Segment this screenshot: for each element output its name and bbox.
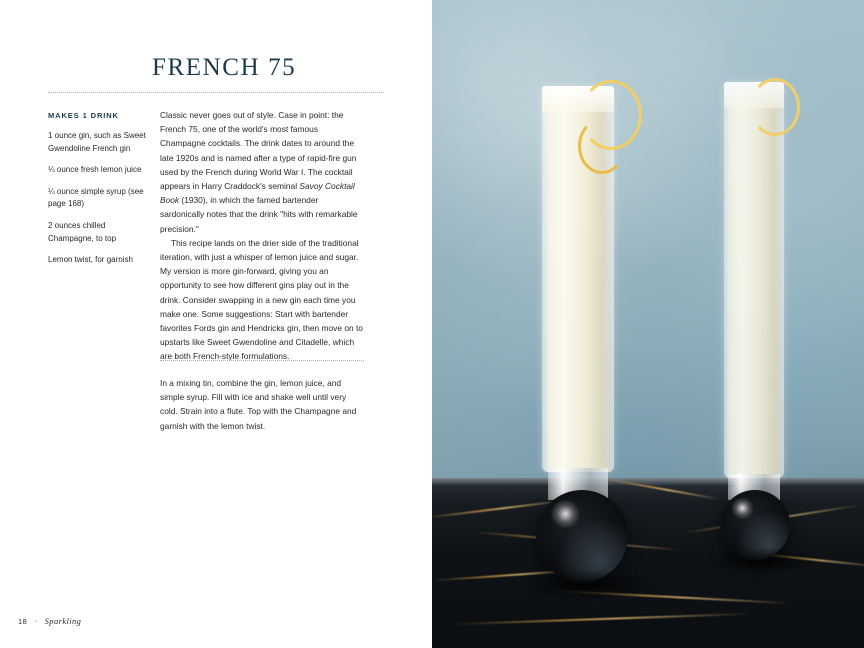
- list-item: ¼ ounce fresh lemon juice: [48, 165, 142, 175]
- method-paragraph: In a mixing tin, combine the gin, lemon juice, and simple syrup. Fill with ice and shake well until very cold. Strain into a flute. Top with the Champagne and garnish with the lemon twist.: [160, 378, 357, 431]
- ingredient-list: [48, 130, 146, 276]
- list-item: 2 ounces chilled Champagne, to top: [48, 220, 117, 243]
- glass-shadow: [704, 548, 824, 574]
- headnote-paragraph-2: This recipe lands on the drier side of the traditional iteration, with just a whisper of lemon juice and sugar. My version is more gin-forward, giving you an opportunity to see how different gins play out in the drink. Consider swapping in a new gin each time you make one. Some suggestions: Start with bartender favorites Fords gin and Hendricks gin, then move on to upstarts like Sweet Gwendoline and Citadelle, which are both French-style formulations.: [160, 237, 363, 362]
- lemon-twist-garnish: [750, 78, 800, 136]
- method-text: [160, 376, 364, 433]
- lemon-twist-garnish-lower: [578, 118, 626, 174]
- headnote-paragraph-1: Classic never goes out of style. Case in point: the French 75, one of the world's most famous Champagne cocktails. The drink dates to around the late 1920s and is named after a type of rapid-fire gun used by the French during World War I. The cocktail appears in Harry Craddock's seminal Savoy Cocktail Book (1930), in which the famed bartender sardonically notes that the drink "hits with remarkable precision.": [160, 110, 358, 234]
- list-item: Lemon twist, for garnish: [48, 255, 133, 265]
- bullet-icon: ◦: [34, 619, 38, 625]
- marble-vein: [452, 613, 752, 625]
- folio: [18, 616, 81, 626]
- flute-sphere-base: [536, 490, 628, 582]
- list-item: 1 ounce gin, such as Sweet Gwendoline French gin: [48, 131, 146, 153]
- dotted-divider-top: [48, 92, 384, 94]
- dotted-divider-method: [160, 360, 364, 362]
- headnote-text: [160, 108, 364, 364]
- glass-shadow: [514, 570, 664, 600]
- list-item: ¼ ounce simple syrup (see page 168): [48, 186, 144, 209]
- page-title: FRENCH 75: [152, 54, 297, 81]
- folio-page-number: 18: [18, 617, 28, 626]
- cocktail-photograph: [432, 0, 864, 648]
- makes-label: MAKES 1 DRINK: [48, 111, 119, 120]
- flute-bowl: [724, 82, 784, 478]
- right-page-photo: [432, 0, 864, 648]
- folio-chapter-name: Sparkling: [44, 616, 82, 626]
